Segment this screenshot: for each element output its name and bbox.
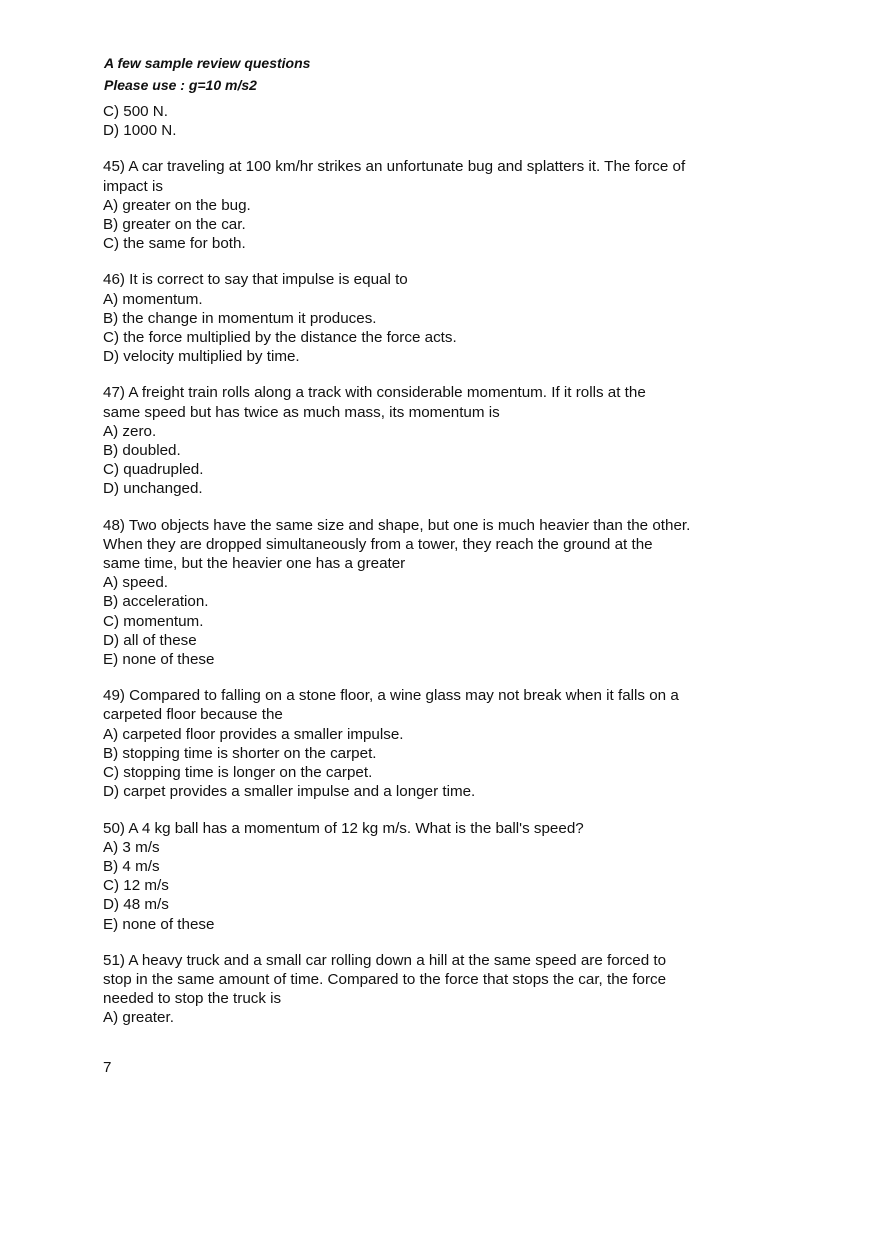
answer-option: D) carpet provides a smaller impulse and a longer time.: [103, 783, 476, 801]
answer-option: C) the force multiplied by the distance the force acts.: [103, 329, 457, 347]
answer-option: A) 3 m/s: [103, 838, 160, 856]
question-text: needed to stop the truck is: [103, 990, 282, 1008]
answer-option: C) momentum.: [103, 612, 204, 630]
answer-option: B) doubled.: [103, 442, 181, 460]
answer-option: E) none of these: [103, 915, 215, 933]
answer-option: D) unchanged.: [103, 480, 203, 498]
question-46: [103, 270, 743, 366]
question-text: 48) Two objects have the same size and shape, but one is much heavier than the other.: [103, 516, 691, 534]
question-text: When they are dropped simultaneously from a tower, they reach the ground at the: [103, 535, 653, 553]
page-header: [104, 52, 310, 96]
answer-option: A) speed.: [103, 574, 169, 592]
answer-option: C) quadrupled.: [103, 461, 204, 479]
answer-option: B) acceleration.: [103, 593, 209, 611]
question-47: [103, 383, 743, 498]
answer-option: C) stopping time is longer on the carpet.: [103, 764, 373, 782]
answer-option: B) greater on the car.: [103, 216, 246, 234]
question-text: 50) A 4 kg ball has a momentum of 12 kg m/s. What is the ball's speed?: [103, 819, 584, 837]
question-51: [103, 951, 743, 1028]
question-text: impact is: [103, 177, 163, 195]
header-title: A few sample review questions: [104, 55, 311, 71]
question-45: [103, 157, 743, 253]
answer-option: C) the same for both.: [103, 235, 246, 253]
answer-option: A) greater.: [103, 1009, 174, 1027]
question-text: 47) A freight train rolls along a track with considerable momentum. If it rolls at the: [103, 384, 646, 402]
answer-option: D) 1000 N.: [103, 122, 177, 140]
question-50: [103, 819, 743, 934]
answer-option: A) zero.: [103, 422, 157, 440]
answer-option: D) 48 m/s: [103, 896, 169, 914]
question-text: 51) A heavy truck and a small car rolling down a hill at the same speed are forced to: [103, 951, 667, 969]
question-49: [103, 686, 743, 801]
answer-option: B) the change in momentum it produces.: [103, 309, 377, 327]
answer-option: E) none of these: [103, 651, 215, 669]
continued-options: [103, 102, 743, 140]
answer-option: B) 4 m/s: [103, 857, 160, 875]
answer-option: A) carpeted floor provides a smaller impulse.: [103, 725, 404, 743]
answer-option: C) 500 N.: [103, 103, 168, 120]
question-text: 49) Compared to falling on a stone floor, a wine glass may not break when it falls on a: [103, 687, 679, 705]
answer-option: B) stopping time is shorter on the carpet.: [103, 744, 377, 762]
question-text: stop in the same amount of time. Compared to the force that stops the car, the force: [103, 970, 667, 988]
question-text: same speed but has twice as much mass, its momentum is: [103, 403, 500, 421]
question-text: 46) It is correct to say that impulse is equal to: [103, 271, 408, 289]
page-number: 7: [103, 1059, 112, 1076]
question-text: carpeted floor because the: [103, 706, 283, 724]
question-text: same time, but the heavier one has a greater: [103, 555, 406, 573]
answer-option: A) momentum.: [103, 290, 203, 308]
question-list: [103, 102, 743, 1028]
answer-option: A) greater on the bug.: [103, 196, 251, 214]
question-48: [103, 516, 743, 670]
answer-option: C) 12 m/s: [103, 877, 169, 895]
answer-option: D) velocity multiplied by time.: [103, 348, 300, 366]
header-note: Please use : g=10 m/s2: [104, 77, 257, 93]
question-text: 45) A car traveling at 100 km/hr strikes an unfortunate bug and splatters it. The force of: [103, 158, 686, 176]
answer-option: D) all of these: [103, 631, 197, 649]
